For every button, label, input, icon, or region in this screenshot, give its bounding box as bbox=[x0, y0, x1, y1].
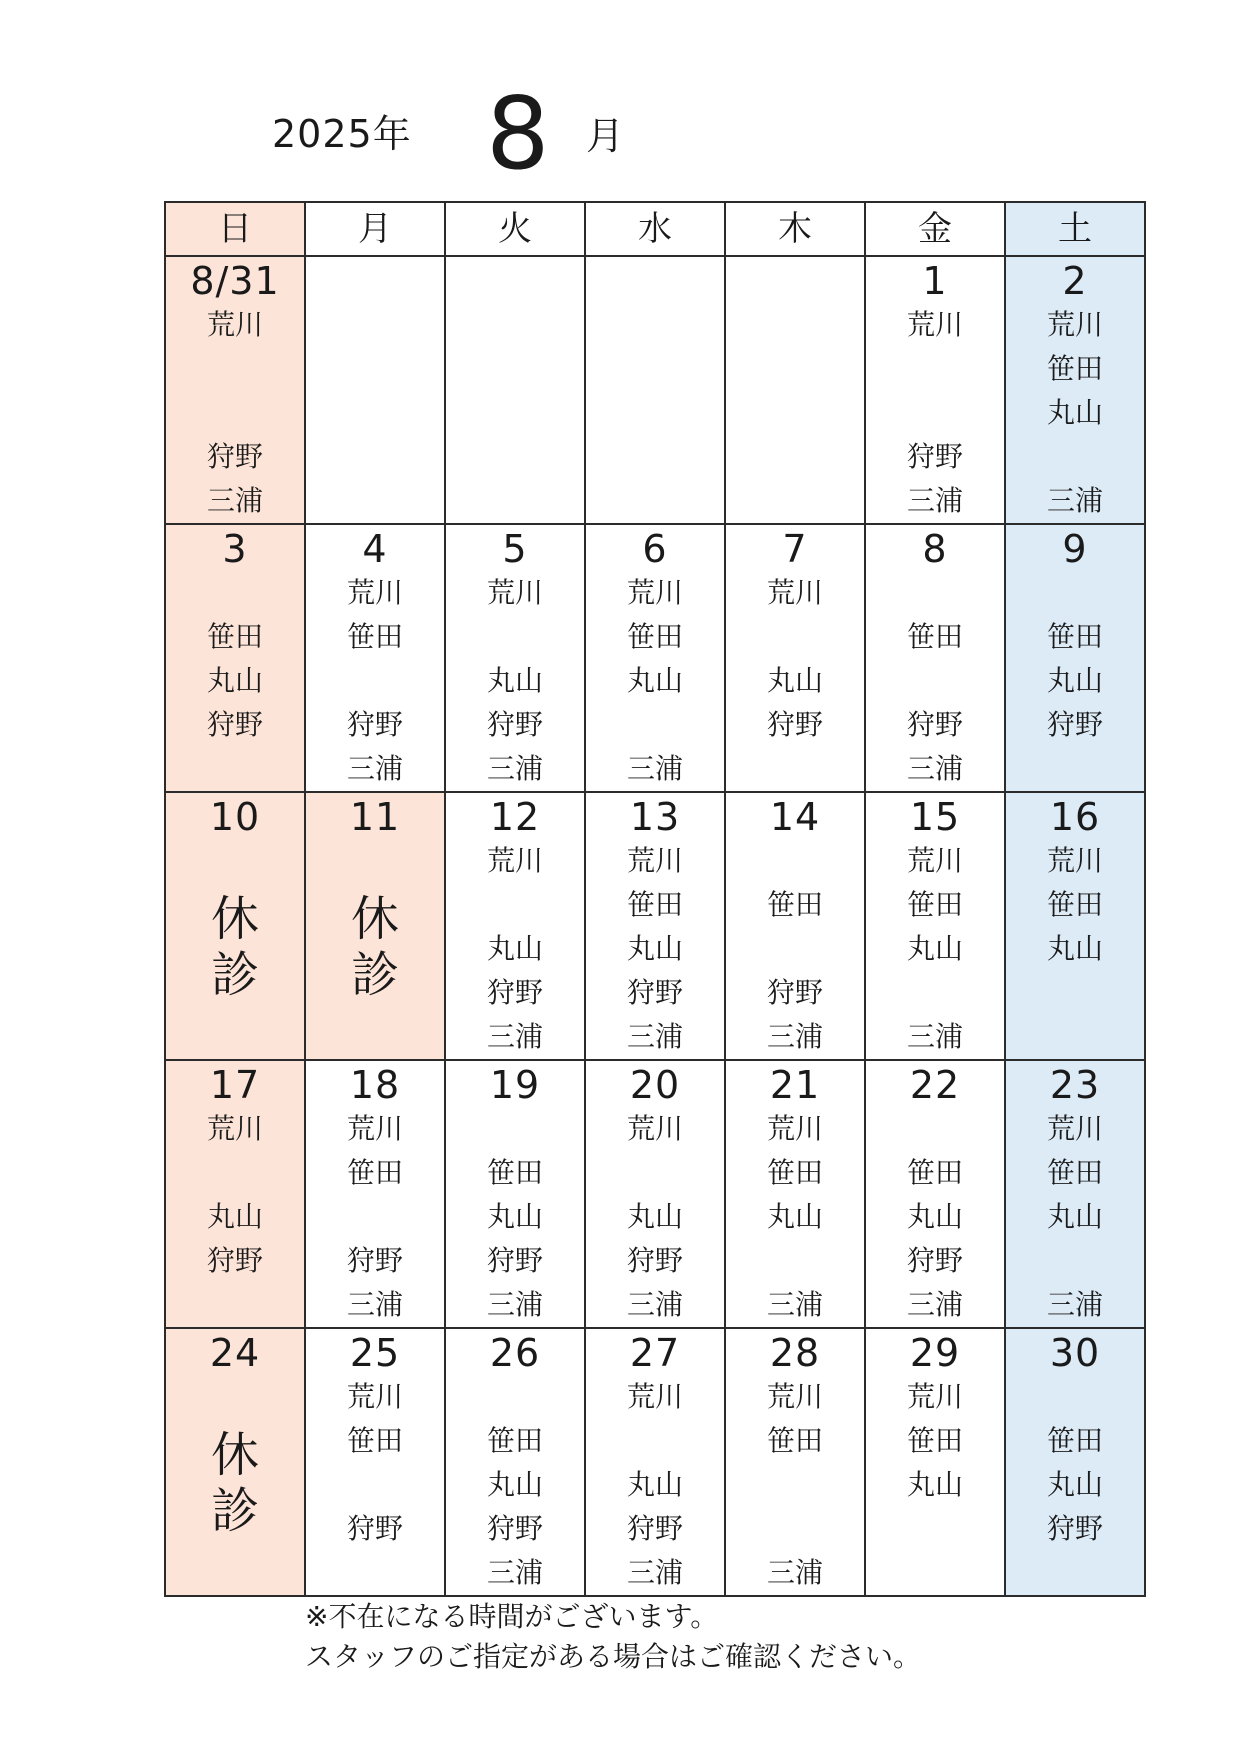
day-number: 1 bbox=[922, 259, 948, 303]
staff-name: 荒川 bbox=[1046, 1112, 1103, 1145]
staff-name: 丸山 bbox=[1046, 664, 1103, 697]
staff-name: 狩野 bbox=[1046, 708, 1103, 741]
day-cell bbox=[1005, 792, 1145, 1060]
staff-name: 荒川 bbox=[626, 1380, 683, 1413]
staff-name: 三浦 bbox=[906, 1288, 963, 1321]
day-cell bbox=[165, 524, 305, 792]
staff-name: 丸山 bbox=[486, 1200, 543, 1233]
staff-name: 狩野 bbox=[626, 1244, 683, 1277]
staff-name: 笹田 bbox=[1046, 1156, 1103, 1189]
staff-name bbox=[306, 1551, 444, 1595]
staff-name bbox=[1006, 1551, 1144, 1595]
staff-name: 笹田 bbox=[1046, 1424, 1103, 1457]
day-number: 26 bbox=[489, 1331, 541, 1375]
day-number: 16 bbox=[1049, 795, 1101, 839]
staff-name: 笹田 bbox=[766, 888, 823, 921]
day-number: 27 bbox=[629, 1331, 681, 1375]
day-number: 23 bbox=[1049, 1063, 1101, 1107]
staff-name: 荒川 bbox=[1046, 308, 1103, 341]
day-number bbox=[586, 257, 724, 303]
day-number: 8/31 bbox=[190, 259, 280, 303]
staff-name: 狩野 bbox=[1046, 1512, 1103, 1545]
staff-name bbox=[166, 571, 304, 615]
staff-name: 笹田 bbox=[906, 888, 963, 921]
staff-name bbox=[586, 347, 724, 391]
note-line: ※不在になる時間がございます。 bbox=[305, 1600, 719, 1633]
day-cell bbox=[585, 256, 725, 524]
staff-name: 狩野 bbox=[346, 1244, 403, 1277]
staff-name bbox=[586, 435, 724, 479]
staff-name: 三浦 bbox=[626, 1288, 683, 1321]
staff-name: 狩野 bbox=[206, 1244, 263, 1277]
day-cell bbox=[725, 256, 865, 524]
note-line: スタッフのご指定がある場合はご確認ください。 bbox=[305, 1640, 922, 1673]
day-cell bbox=[585, 1328, 725, 1596]
day-number: 24 bbox=[209, 1331, 261, 1375]
staff-name bbox=[306, 1195, 444, 1239]
day-cell bbox=[585, 524, 725, 792]
staff-name bbox=[586, 479, 724, 523]
staff-name: 狩野 bbox=[486, 1512, 543, 1545]
calendar-header bbox=[0, 0, 1240, 200]
staff-name: 丸山 bbox=[906, 1468, 963, 1501]
week-row bbox=[165, 256, 1145, 524]
staff-name: 丸山 bbox=[206, 664, 263, 697]
calendar-body bbox=[165, 256, 1145, 1596]
staff-name bbox=[446, 435, 584, 479]
day-number: 3 bbox=[222, 527, 248, 571]
day-cell bbox=[585, 1060, 725, 1328]
staff-name bbox=[726, 435, 864, 479]
staff-name bbox=[586, 703, 724, 747]
day-cell bbox=[725, 792, 865, 1060]
staff-name: 狩野 bbox=[906, 1244, 963, 1277]
staff-name bbox=[866, 1551, 1004, 1595]
staff-name bbox=[1006, 1015, 1144, 1059]
day-number: 22 bbox=[909, 1063, 961, 1107]
day-cell bbox=[305, 1060, 445, 1328]
staff-name bbox=[446, 1107, 584, 1151]
staff-name: 三浦 bbox=[346, 752, 403, 785]
staff-name: 三浦 bbox=[626, 752, 683, 785]
staff-name bbox=[446, 615, 584, 659]
day-number: 8 bbox=[922, 527, 948, 571]
staff-name: 笹田 bbox=[1046, 352, 1103, 385]
staff-name bbox=[586, 1151, 724, 1195]
staff-name bbox=[166, 1151, 304, 1195]
staff-name: 三浦 bbox=[766, 1020, 823, 1053]
day-number bbox=[446, 257, 584, 303]
staff-name bbox=[726, 479, 864, 523]
weekday-tuesday: 火 bbox=[445, 202, 585, 256]
staff-name bbox=[446, 883, 584, 927]
staff-name bbox=[446, 347, 584, 391]
staff-name: 笹田 bbox=[346, 1424, 403, 1457]
day-cell bbox=[725, 1060, 865, 1328]
staff-name: 狩野 bbox=[906, 440, 963, 473]
day-cell bbox=[1005, 1060, 1145, 1328]
staff-name: 笹田 bbox=[1046, 888, 1103, 921]
staff-name: 荒川 bbox=[626, 844, 683, 877]
month-label: 月 bbox=[586, 114, 625, 158]
staff-name bbox=[726, 747, 864, 791]
staff-name bbox=[166, 347, 304, 391]
day-number: 12 bbox=[489, 795, 541, 839]
year-label: 2025年 bbox=[272, 112, 412, 156]
staff-name: 笹田 bbox=[906, 620, 963, 653]
staff-name: 荒川 bbox=[486, 576, 543, 609]
day-cell bbox=[445, 256, 585, 524]
day-cell bbox=[445, 524, 585, 792]
staff-name bbox=[446, 391, 584, 435]
staff-name: 笹田 bbox=[626, 620, 683, 653]
staff-name bbox=[726, 303, 864, 347]
closed-char: 休 bbox=[350, 891, 399, 947]
staff-name: 丸山 bbox=[626, 1200, 683, 1233]
staff-name bbox=[866, 971, 1004, 1015]
staff-name: 荒川 bbox=[906, 308, 963, 341]
day-cell bbox=[1005, 1328, 1145, 1596]
week-row bbox=[165, 1060, 1145, 1328]
staff-name: 笹田 bbox=[486, 1156, 543, 1189]
staff-name bbox=[726, 839, 864, 883]
staff-name bbox=[866, 391, 1004, 435]
staff-name: 丸山 bbox=[626, 1468, 683, 1501]
week-row bbox=[165, 524, 1145, 792]
staff-name bbox=[726, 391, 864, 435]
day-cell bbox=[165, 1060, 305, 1328]
staff-name: 笹田 bbox=[346, 1156, 403, 1189]
staff-name: 狩野 bbox=[766, 976, 823, 1009]
day-number: 5 bbox=[502, 527, 528, 571]
staff-name bbox=[166, 391, 304, 435]
month-number: 8 bbox=[486, 75, 550, 192]
staff-name: 丸山 bbox=[626, 664, 683, 697]
staff-name: 丸山 bbox=[626, 932, 683, 965]
day-cell bbox=[165, 256, 305, 524]
day-number: 2 bbox=[1062, 259, 1088, 303]
staff-name: 狩野 bbox=[906, 708, 963, 741]
closed-char: 診 bbox=[210, 947, 259, 1003]
staff-name: 笹田 bbox=[626, 888, 683, 921]
day-number: 15 bbox=[909, 795, 961, 839]
day-cell bbox=[585, 792, 725, 1060]
staff-name: 荒川 bbox=[906, 1380, 963, 1413]
staff-name: 笹田 bbox=[486, 1424, 543, 1457]
day-number: 29 bbox=[909, 1331, 961, 1375]
week-row bbox=[165, 792, 1145, 1060]
weekday-friday: 金 bbox=[865, 202, 1005, 256]
staff-name bbox=[586, 303, 724, 347]
staff-name bbox=[1006, 1239, 1144, 1283]
staff-name: 三浦 bbox=[346, 1288, 403, 1321]
staff-name bbox=[1006, 971, 1144, 1015]
staff-name: 三浦 bbox=[1046, 1288, 1103, 1321]
staff-name: 丸山 bbox=[766, 664, 823, 697]
staff-name: 荒川 bbox=[206, 1112, 263, 1145]
day-cell bbox=[445, 1060, 585, 1328]
closed-char: 休 bbox=[210, 891, 259, 947]
staff-name: 狩野 bbox=[486, 976, 543, 1009]
staff-name bbox=[306, 391, 444, 435]
staff-name: 三浦 bbox=[626, 1556, 683, 1589]
staff-name: 荒川 bbox=[346, 1380, 403, 1413]
staff-name: 荒川 bbox=[346, 576, 403, 609]
day-number: 10 bbox=[209, 795, 261, 839]
staff-name: 荒川 bbox=[626, 576, 683, 609]
staff-name bbox=[1006, 571, 1144, 615]
day-cell bbox=[865, 524, 1005, 792]
day-cell bbox=[725, 524, 865, 792]
staff-name: 笹田 bbox=[766, 1424, 823, 1457]
day-cell bbox=[305, 256, 445, 524]
staff-name: 狩野 bbox=[346, 708, 403, 741]
staff-name bbox=[166, 747, 304, 791]
staff-name bbox=[1006, 747, 1144, 791]
day-number: 21 bbox=[769, 1063, 821, 1107]
staff-name: 荒川 bbox=[206, 308, 263, 341]
staff-name: 笹田 bbox=[906, 1424, 963, 1457]
day-number: 7 bbox=[782, 527, 808, 571]
staff-name: 三浦 bbox=[486, 1020, 543, 1053]
staff-name: 狩野 bbox=[486, 1244, 543, 1277]
staff-name bbox=[866, 347, 1004, 391]
staff-name: 丸山 bbox=[906, 932, 963, 965]
calendar-grid bbox=[164, 201, 1146, 1597]
staff-name bbox=[166, 1283, 304, 1327]
staff-name bbox=[866, 571, 1004, 615]
day-number bbox=[726, 257, 864, 303]
day-number: 17 bbox=[209, 1063, 261, 1107]
notes bbox=[305, 1597, 921, 1677]
staff-name bbox=[586, 1419, 724, 1463]
staff-name: 丸山 bbox=[206, 1200, 263, 1233]
day-number: 6 bbox=[642, 527, 668, 571]
day-cell bbox=[865, 256, 1005, 524]
staff-name: 狩野 bbox=[206, 440, 263, 473]
staff-name: 笹田 bbox=[346, 620, 403, 653]
staff-name: 笹田 bbox=[206, 620, 263, 653]
staff-name: 丸山 bbox=[1046, 932, 1103, 965]
staff-name: 丸山 bbox=[1046, 1468, 1103, 1501]
day-number: 20 bbox=[629, 1063, 681, 1107]
day-cell bbox=[725, 1328, 865, 1596]
day-number: 30 bbox=[1049, 1331, 1101, 1375]
day-number: 14 bbox=[769, 795, 821, 839]
day-cell bbox=[865, 1060, 1005, 1328]
staff-name: 三浦 bbox=[766, 1288, 823, 1321]
staff-name: 狩野 bbox=[346, 1512, 403, 1545]
staff-name: 丸山 bbox=[906, 1200, 963, 1233]
closed-label bbox=[306, 891, 444, 1003]
staff-name: 三浦 bbox=[766, 1556, 823, 1589]
staff-name: 丸山 bbox=[486, 932, 543, 965]
closed-char: 診 bbox=[210, 1483, 259, 1539]
staff-name bbox=[1006, 1375, 1144, 1419]
staff-name bbox=[1006, 435, 1144, 479]
staff-name: 三浦 bbox=[626, 1020, 683, 1053]
closed-char: 診 bbox=[350, 947, 399, 1003]
staff-name bbox=[306, 435, 444, 479]
staff-name bbox=[726, 927, 864, 971]
weekday-wednesday: 水 bbox=[585, 202, 725, 256]
day-number: 13 bbox=[629, 795, 681, 839]
staff-name: 荒川 bbox=[766, 1112, 823, 1145]
staff-name bbox=[866, 1107, 1004, 1151]
staff-name bbox=[726, 1239, 864, 1283]
staff-name: 荒川 bbox=[906, 844, 963, 877]
weekday-thursday: 木 bbox=[725, 202, 865, 256]
staff-name: 三浦 bbox=[486, 752, 543, 785]
day-number: 25 bbox=[349, 1331, 401, 1375]
day-cell bbox=[865, 1328, 1005, 1596]
staff-name: 狩野 bbox=[626, 976, 683, 1009]
staff-name: 三浦 bbox=[486, 1288, 543, 1321]
day-number: 19 bbox=[489, 1063, 541, 1107]
staff-name bbox=[866, 1507, 1004, 1551]
staff-name: 三浦 bbox=[486, 1556, 543, 1589]
staff-name: 笹田 bbox=[1046, 620, 1103, 653]
staff-name bbox=[726, 1507, 864, 1551]
day-cell bbox=[445, 1328, 585, 1596]
week-row bbox=[165, 1328, 1145, 1596]
staff-name: 三浦 bbox=[906, 752, 963, 785]
day-cell bbox=[305, 1328, 445, 1596]
staff-name bbox=[726, 347, 864, 391]
staff-name: 荒川 bbox=[766, 576, 823, 609]
staff-name bbox=[586, 391, 724, 435]
staff-name: 荒川 bbox=[346, 1112, 403, 1145]
staff-name bbox=[306, 479, 444, 523]
day-cell bbox=[165, 792, 305, 1060]
staff-name bbox=[446, 1375, 584, 1419]
staff-name bbox=[306, 1463, 444, 1507]
day-cell bbox=[865, 792, 1005, 1060]
staff-name: 三浦 bbox=[206, 484, 263, 517]
day-number: 9 bbox=[1062, 527, 1088, 571]
staff-name: 三浦 bbox=[906, 484, 963, 517]
staff-name bbox=[306, 303, 444, 347]
day-number: 4 bbox=[362, 527, 388, 571]
day-number bbox=[306, 257, 444, 303]
closed-label bbox=[166, 1427, 304, 1539]
staff-name: 狩野 bbox=[766, 708, 823, 741]
staff-name: 丸山 bbox=[486, 664, 543, 697]
day-cell bbox=[1005, 256, 1145, 524]
staff-name bbox=[866, 659, 1004, 703]
staff-name: 三浦 bbox=[906, 1020, 963, 1053]
staff-name: 丸山 bbox=[766, 1200, 823, 1233]
staff-name: 笹田 bbox=[766, 1156, 823, 1189]
staff-name: 狩野 bbox=[486, 708, 543, 741]
staff-name: 丸山 bbox=[486, 1468, 543, 1501]
day-cell bbox=[305, 792, 445, 1060]
day-cell bbox=[165, 1328, 305, 1596]
day-cell bbox=[445, 792, 585, 1060]
staff-name bbox=[446, 479, 584, 523]
staff-name bbox=[306, 659, 444, 703]
staff-name: 丸山 bbox=[1046, 396, 1103, 429]
staff-name bbox=[306, 347, 444, 391]
day-number: 18 bbox=[349, 1063, 401, 1107]
day-cell bbox=[1005, 524, 1145, 792]
staff-name: 狩野 bbox=[626, 1512, 683, 1545]
weekday-sunday: 日 bbox=[165, 202, 305, 256]
staff-name: 三浦 bbox=[1046, 484, 1103, 517]
weekday-saturday: 土 bbox=[1005, 202, 1145, 256]
day-number: 11 bbox=[349, 795, 401, 839]
closed-char: 休 bbox=[210, 1427, 259, 1483]
staff-name: 荒川 bbox=[626, 1112, 683, 1145]
closed-label bbox=[166, 891, 304, 1003]
staff-name bbox=[726, 1463, 864, 1507]
day-cell bbox=[305, 524, 445, 792]
staff-name: 丸山 bbox=[1046, 1200, 1103, 1233]
staff-name: 荒川 bbox=[766, 1380, 823, 1413]
staff-name: 荒川 bbox=[1046, 844, 1103, 877]
staff-name: 荒川 bbox=[486, 844, 543, 877]
staff-name bbox=[726, 615, 864, 659]
staff-name bbox=[446, 303, 584, 347]
weekday-monday: 月 bbox=[305, 202, 445, 256]
weekday-header-row bbox=[165, 202, 1145, 256]
staff-name: 笹田 bbox=[906, 1156, 963, 1189]
day-number: 28 bbox=[769, 1331, 821, 1375]
staff-name: 狩野 bbox=[206, 708, 263, 741]
